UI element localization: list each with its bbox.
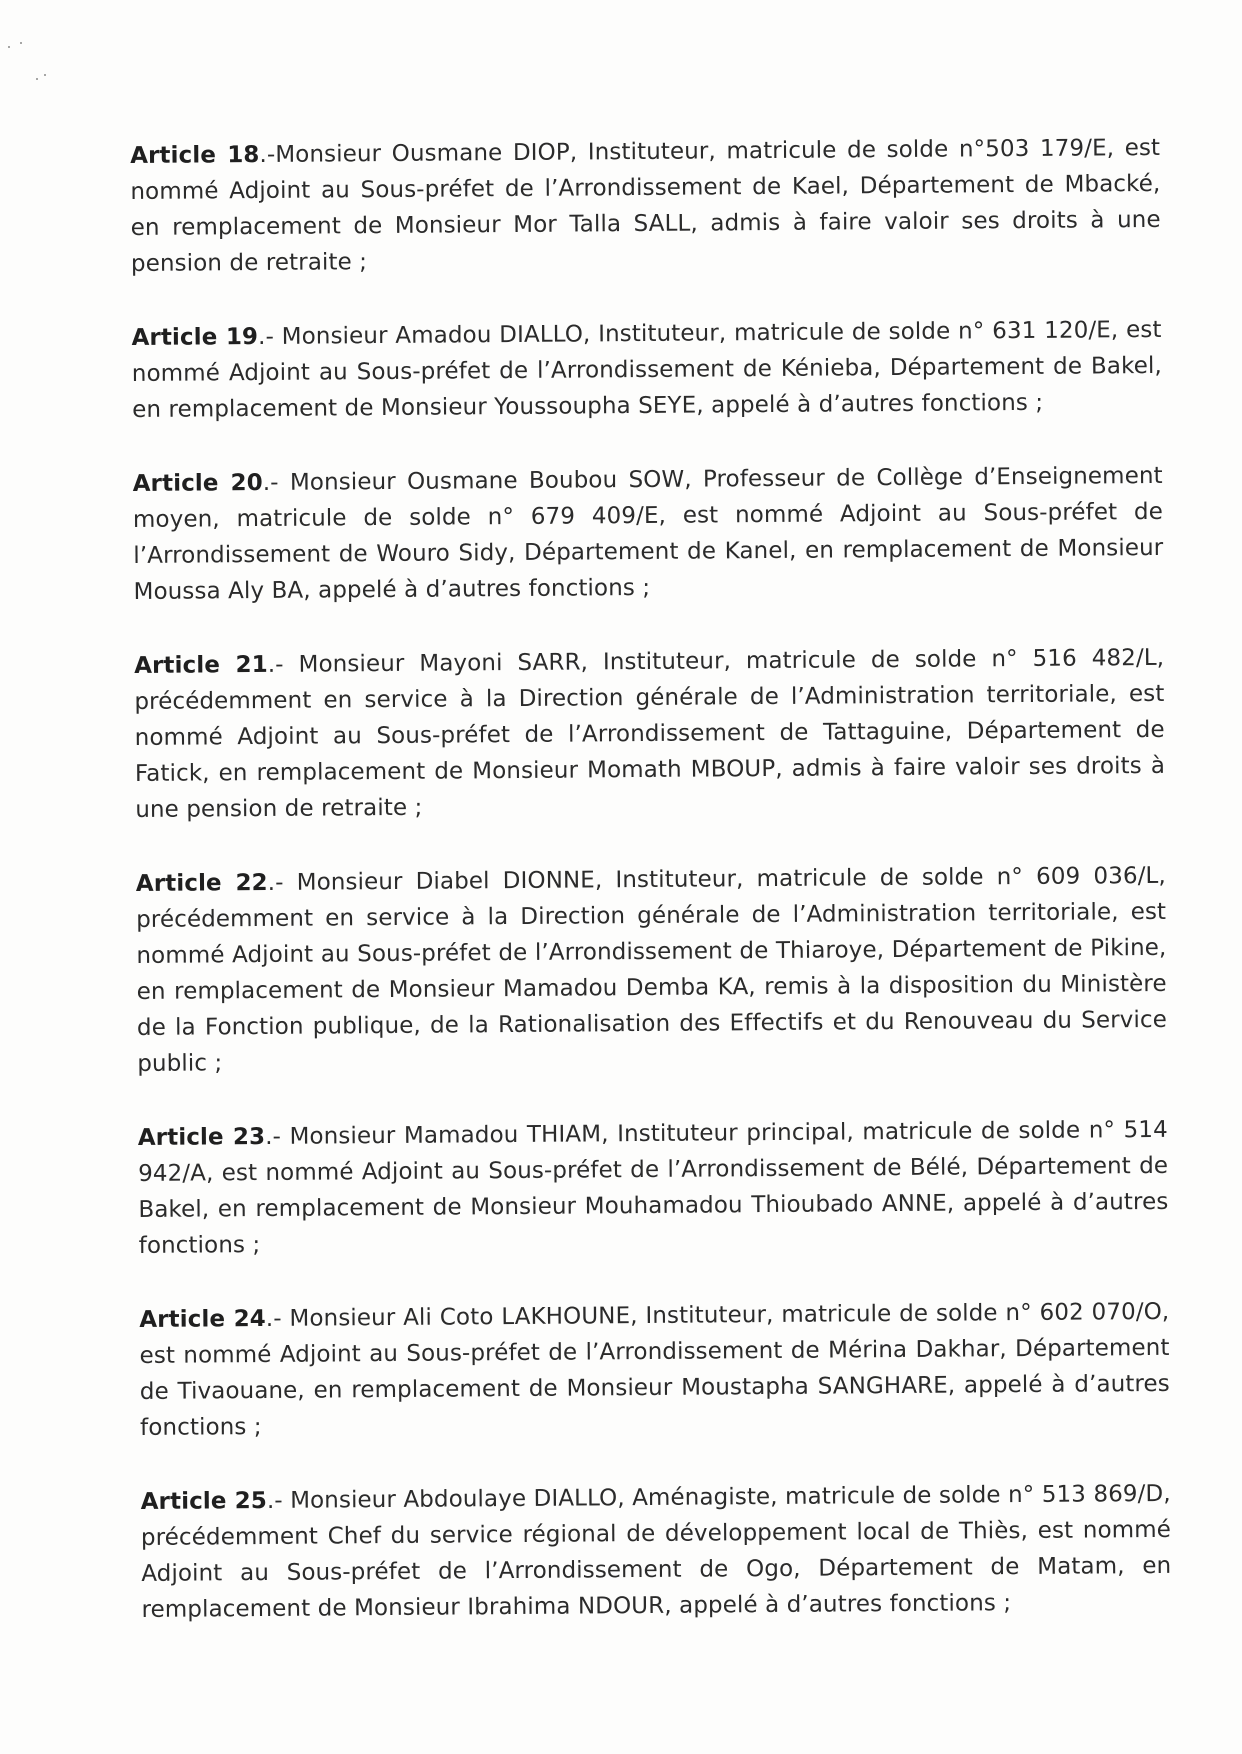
article-text: .- Monsieur Ousmane Boubou SOW, Professeur de Collège d’Enseignement moyen, matricule de solde n° 679 409/E, est nommé Adjoint au Sous-préfet de l’Arrondissement de Wouro Sidy, Département de Kanel, en remplacement de Monsieur Moussa Aly BA, appelé à d’autres fonctions ;	[132, 462, 1164, 605]
scan-speck	[20, 42, 22, 44]
article-text: .- Monsieur Ali Coto LAKHOUNE, Instituteur, matricule de solde n° 602 070/O, est nommé Adjoint au Sous-préfet de l’Arrondissement de Mérina Dakhar, Département de Tivaouane, en remplacement de Monsieur Moustapha SANGHARE, appelé à d’autres fonctions ;	[139, 1298, 1170, 1441]
article-label: Article 22	[135, 869, 268, 897]
article-21	[134, 640, 1165, 828]
articles-list	[130, 130, 1172, 1666]
article-label: Article 19	[131, 324, 259, 351]
article-label: Article 21	[134, 651, 268, 679]
article-24	[139, 1294, 1170, 1446]
scan-speck	[44, 74, 46, 76]
article-25	[141, 1476, 1172, 1628]
article-23	[138, 1112, 1169, 1264]
article-text: .- Monsieur Mayoni SARR, Instituteur, matricule de solde n° 516 482/L, précédemment en service à la Direction générale de l’Administration territoriale, est nommé Adjoint au Sous-préfet de l’Arrondissement de Tattaguine, Département de Fatick, en remplacement de Monsieur Momath MBOUP, admis à faire valoir ses droits à une pension de retraite ;	[134, 644, 1166, 823]
article-label: Article 25	[140, 1487, 267, 1515]
article-text: .- Monsieur Abdoulaye DIALLO, Aménagiste, matricule de solde n° 513 869/D, précédemment Chef du service régional de développement local de Thiès, est nommé Adjoint au Sous-préfet de l’Arrondissement de Ogo, Département de Matam, en remplacement de Monsieur Ibrahima NDOUR, appelé à d’autres fonctions ;	[140, 1480, 1172, 1623]
scan-specks	[8, 40, 58, 90]
article-text: .- Monsieur Mamadou THIAM, Instituteur principal, matricule de solde n° 514 942/A, est nommé Adjoint au Sous-préfet de l’Arrondissement de Bélé, Département de Bakel, en remplacement de Monsieur Mouhamadou Thioubado ANNE, appelé à d’autres fonctions ;	[138, 1116, 1169, 1259]
scan-speck	[8, 46, 10, 48]
article-19	[131, 312, 1162, 428]
article-20	[133, 458, 1164, 610]
article-label: Article 24	[139, 1305, 266, 1333]
article-label: Article 23	[137, 1123, 266, 1151]
article-22	[136, 858, 1168, 1082]
article-label: Article 18	[130, 141, 260, 169]
article-text: .- Monsieur Amadou DIALLO, Instituteur, matricule de solde n° 631 120/E, est nommé Adjoint au Sous-préfet de l’Arrondissement de Kénieba, Département de Bakel, en remplacement de Monsieur Youssoupha SEYE, appelé à d’autres fonctions ;	[131, 316, 1162, 423]
article-text: .-Monsieur Ousmane DIOP, Instituteur, matricule de solde n°503 179/E, est nommé Adjoint au Sous-préfet de l’Arrondissement de Kael, Département de Mbacké, en remplacement de Monsieur Mor Talla SALL, admis à faire valoir ses droits à une pension de retraite ;	[130, 134, 1161, 277]
article-label: Article 20	[132, 469, 263, 497]
scan-speck	[36, 78, 38, 80]
article-text: .- Monsieur Diabel DIONNE, Instituteur, matricule de solde n° 609 036/L, précédemment en service à la Direction générale de l’Administration territoriale, est nommé Adjoint au Sous-préfet de l’Arrondissement de Thiaroye, Département de Pikine, en remplacement de Monsieur Mamadou Demba KA, remis à la disposition du Ministère de la Fonction publique, de la Rationalisation des Effectifs et du Renouveau du Service public ;	[136, 862, 1168, 1077]
article-18	[130, 130, 1161, 282]
